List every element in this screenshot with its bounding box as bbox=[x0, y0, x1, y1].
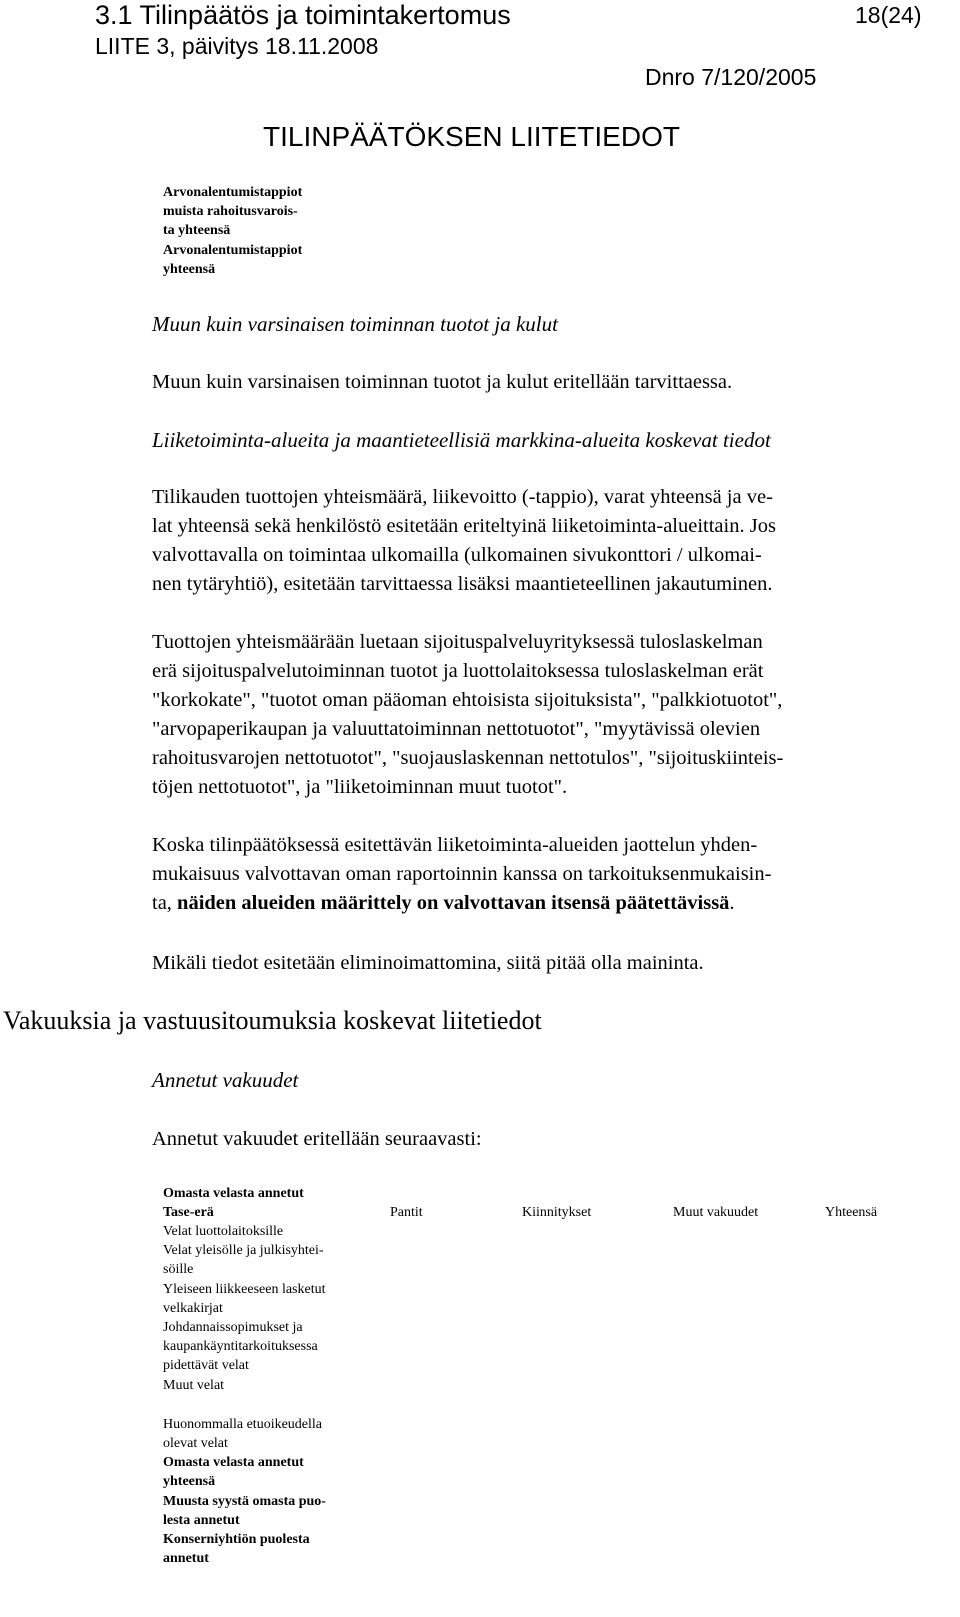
collateral-subheading: Annetut vakuudet bbox=[152, 1068, 299, 1092]
paragraph-line: Tuottojen yhteismäärään luetaan sijoituspalveluyrityksessä tuloslaskelman bbox=[152, 631, 763, 653]
table-row-line: Konserniyhtiön puolesta bbox=[163, 1532, 310, 1547]
paragraph-line: lat yhteensä sekä henkilöstö esitetään eriteltyinä liiketoiminta-alueittain. Jos bbox=[152, 515, 776, 537]
table-row-line: Johdannaissopimukset ja bbox=[163, 1320, 303, 1335]
paragraph-line: nen tytäryhtiö), esitetään tarvittaessa lisäksi maantieteellinen jakautuminen. bbox=[152, 573, 773, 595]
table-row-line: Huonommalla etuoikeudella bbox=[163, 1417, 323, 1432]
appendix-label: LIITE 3, päivitys 18.11.2008 bbox=[95, 33, 379, 59]
collateral-intro: Annetut vakuudet eritellään seuraavasti: bbox=[152, 1128, 482, 1150]
paragraph-line: "arvopaperikaupan ja valuuttatoiminnan nettotuotot", "myytävissä olevien bbox=[152, 718, 761, 740]
impairment-row-1-line: ta yhteensä bbox=[163, 223, 231, 238]
table-row-line: Velat luottolaitoksille bbox=[163, 1224, 284, 1239]
other-income-text: Muun kuin varsinaisen toiminnan tuotot ja kulut eritellään tarvittaessa. bbox=[152, 371, 733, 393]
segments-paragraph-4: Mikäli tiedot esitetään eliminoimattomina, siitä pitää olla maininta. bbox=[152, 952, 704, 974]
paragraph-line: mukaisuus valvottavan oman raportoinnin kanssa on tarkoituksenmukaisin- bbox=[152, 863, 772, 885]
table-row bbox=[163, 1376, 224, 1395]
page-number: 18(24) bbox=[855, 2, 922, 28]
segments-paragraph-1 bbox=[152, 483, 922, 599]
impairment-row-1-line: muista rahoitusvarois- bbox=[163, 204, 298, 219]
segments-heading: Liiketoiminta-alueita ja maantieteellisiä markkina-alueita koskevat tiedot bbox=[152, 428, 771, 452]
section-title: 3.1 Tilinpäätös ja toimintakertomus bbox=[95, 0, 511, 30]
paragraph-line: Koska tilinpäätöksessä esitettävän liiketoiminta-alueiden jaottelun yhden- bbox=[152, 834, 758, 856]
document-number: Dnro 7/120/2005 bbox=[645, 64, 817, 90]
paragraph-line bbox=[152, 889, 922, 918]
table-row-line: Muut velat bbox=[163, 1378, 225, 1393]
table-row-line: Yleiseen liikkeeseen lasketut bbox=[163, 1282, 326, 1297]
column-header-kiinnitykset: Kiinnitykset bbox=[522, 1205, 592, 1220]
paragraph-line: rahoitusvarojen nettotuotot", "suojauslaskennan nettotulos", "sijoituskiinteis- bbox=[152, 747, 784, 769]
column-header-pantit: Pantit bbox=[390, 1205, 423, 1220]
table-row-line: söille bbox=[163, 1262, 194, 1277]
table-row-line: olevat velat bbox=[163, 1436, 228, 1451]
table-row-line: pidettävät velat bbox=[163, 1358, 249, 1373]
collateral-table-title: Omasta velasta annetut bbox=[163, 1186, 304, 1201]
table-row-line: Omasta velasta annetut bbox=[163, 1455, 304, 1470]
collateral-heading: Vakuuksia ja vastuusitoumuksia koskevat liitetiedot bbox=[3, 1006, 542, 1035]
segments-paragraph-3 bbox=[152, 831, 922, 918]
table-row bbox=[163, 1318, 318, 1375]
impairment-row-1-line: Arvonalentumistappiot bbox=[163, 185, 303, 200]
table-row-total bbox=[163, 1453, 304, 1491]
impairment-row-1 bbox=[163, 183, 302, 240]
table-row bbox=[163, 1280, 326, 1318]
collateral-table-row-header: Tase-erä bbox=[163, 1205, 214, 1220]
impairment-row-2-line: Arvonalentumistappiot bbox=[163, 243, 303, 258]
other-income-heading: Muun kuin varsinaisen toiminnan tuotot ja kulut bbox=[152, 312, 558, 336]
table-row-line: lesta annetut bbox=[163, 1513, 240, 1528]
table-row-line: kaupankäyntitarkoituksessa bbox=[163, 1339, 318, 1354]
paragraph-line: erä sijoituspalvelutoiminnan tuotot ja luottolaitoksessa tuloslaskelman erät bbox=[152, 660, 764, 682]
column-header-yhteensa: Yhteensä bbox=[825, 1205, 878, 1220]
table-row bbox=[163, 1415, 322, 1453]
table-row-total bbox=[163, 1492, 326, 1530]
table-row bbox=[163, 1241, 324, 1279]
table-row-line: annetut bbox=[163, 1551, 209, 1566]
emphasis-text: näiden alueiden määrittely on valvottavan itsensä päätettävissä bbox=[177, 892, 730, 914]
table-row-line: Muusta syystä omasta puo- bbox=[163, 1494, 326, 1509]
document-title: TILINPÄÄTÖKSEN LIITETIEDOT bbox=[263, 121, 680, 152]
paragraph-line: "korkokate", "tuotot oman pääoman ehtoisista sijoituksista", "palkkiotuotot", bbox=[152, 689, 783, 711]
impairment-row-2-line: yhteensä bbox=[163, 262, 216, 277]
paragraph-line: töjen nettotuotot", ja "liiketoiminnan muut tuotot". bbox=[152, 776, 568, 798]
paragraph-line-prefix: ta, bbox=[152, 892, 178, 914]
table-row-total bbox=[163, 1530, 310, 1568]
table-row-line: velkakirjat bbox=[163, 1301, 223, 1316]
table-row-line: Velat yleisölle ja julkisyhtei- bbox=[163, 1243, 324, 1258]
paragraph-line-suffix: . bbox=[729, 892, 735, 914]
impairment-row-2 bbox=[163, 241, 302, 279]
paragraph-line: Tilikauden tuottojen yhteismäärä, liikevoitto (-tappio), varat yhteensä ja ve- bbox=[152, 486, 773, 508]
table-row-line: yhteensä bbox=[163, 1474, 216, 1489]
table-row bbox=[163, 1222, 283, 1241]
segments-paragraph-2 bbox=[152, 628, 922, 802]
paragraph-line: valvottavalla on toimintaa ulkomailla (ulkomainen sivukonttori / ulkomai- bbox=[152, 544, 762, 566]
column-header-muut-vakuudet: Muut vakuudet bbox=[673, 1205, 759, 1220]
